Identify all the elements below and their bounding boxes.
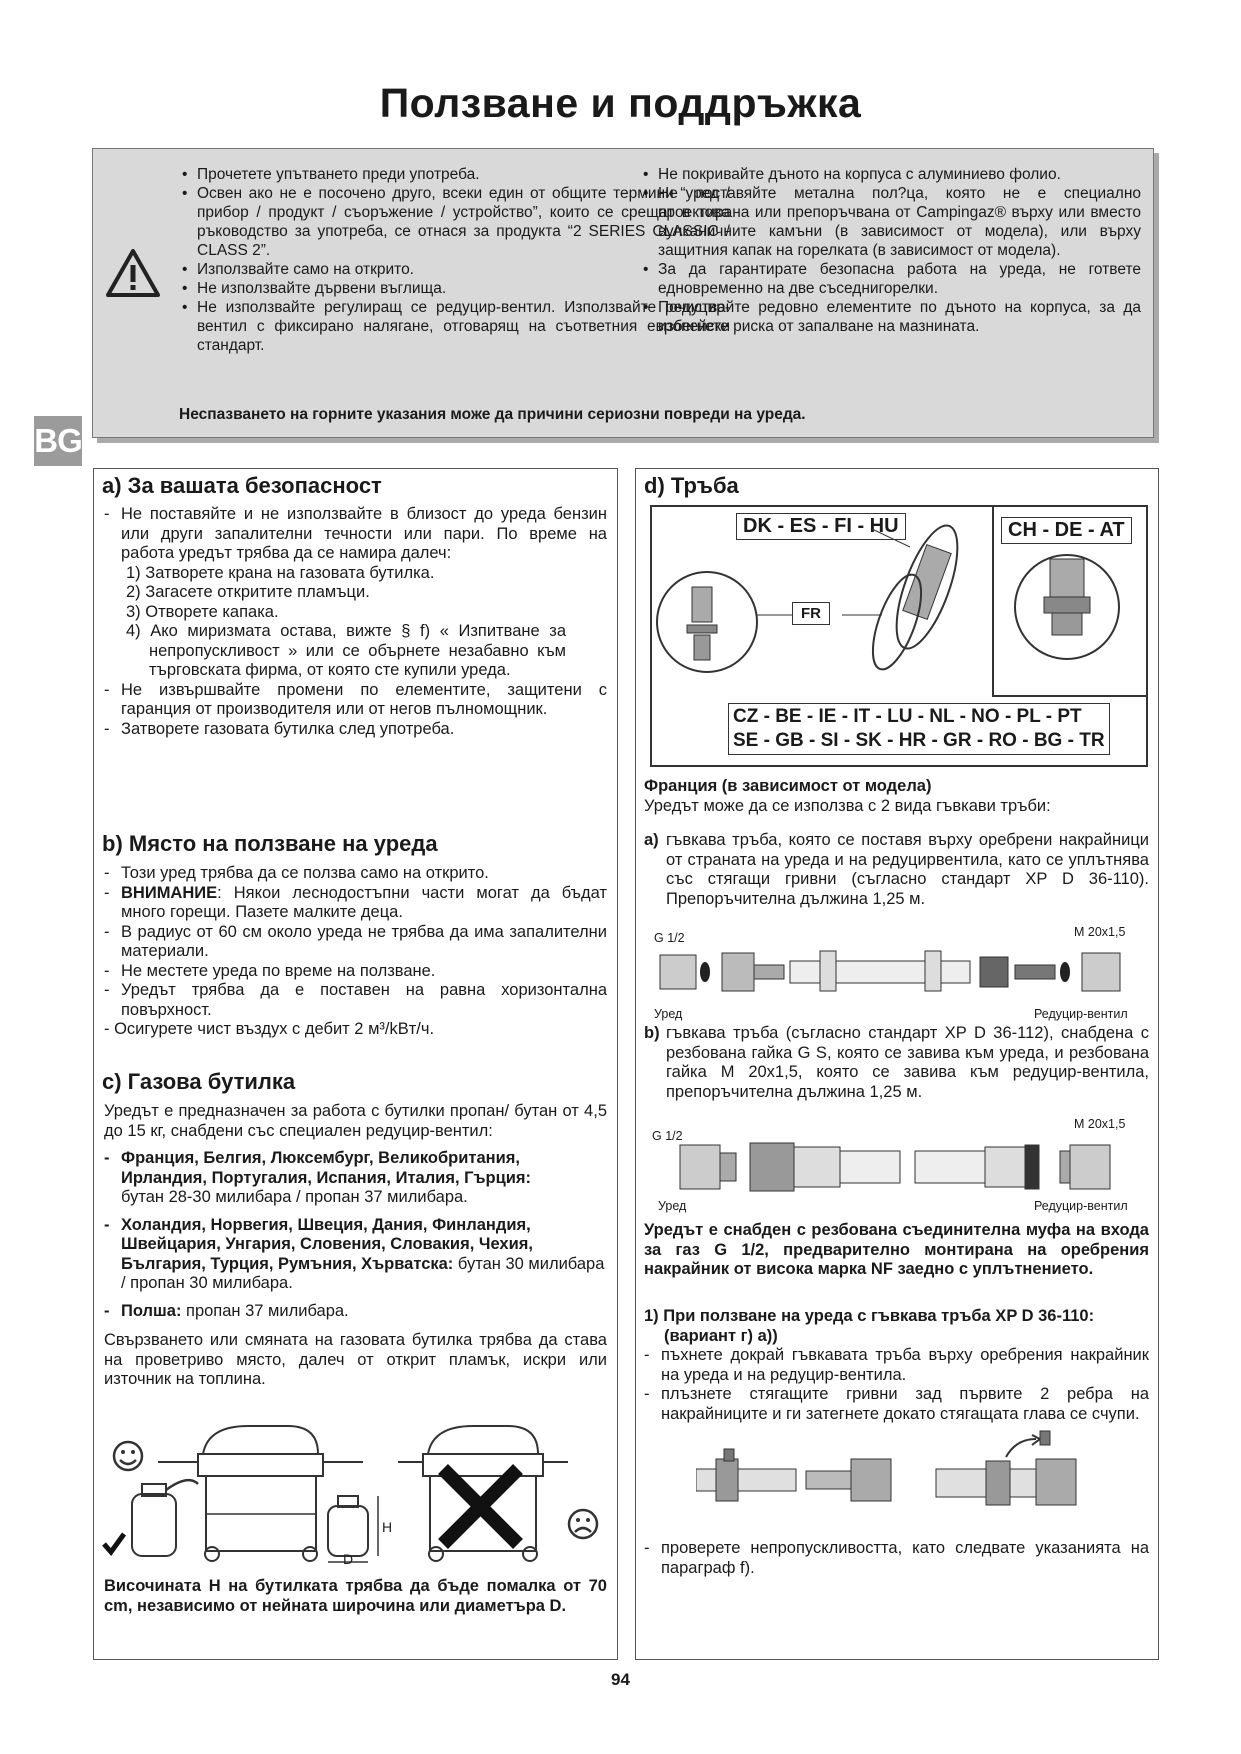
warning-item: • За да гарантирате безопасна работа на уреда, не гответе едновременно на две съседнигорелки. — [641, 260, 1141, 298]
country-codes-top-left: DK - ES - FI - HU — [736, 513, 906, 540]
step-item: 1) Затворете крана на газовата бутилка. — [126, 563, 435, 582]
right-panel — [635, 468, 1159, 1660]
section-b-heading: b) Място на ползване на уреда — [102, 831, 438, 856]
pressure-text: пропан 37 милибара. — [181, 1301, 349, 1320]
list-item — [104, 884, 607, 923]
list-item: - Не местете уреда по време на ползване. — [104, 962, 607, 982]
attention-text: : Някои леснодостъпни части могат да бъдат много горещи. Пазете малките деца. — [121, 883, 607, 921]
option-a — [644, 831, 1149, 909]
dimension-h-label: H — [382, 1519, 393, 1535]
hose-option-b-illustration — [650, 1137, 1150, 1197]
warning-item: • Почиствайте редовно елементите по дъното на корпуса, за да избегнете риска от запалване на мазнината. — [641, 298, 1141, 336]
warning-item: • Освен ако не е посочено друго, всеки един от общите термини “уред / прибор / продукт / съоръжение / устройство”, които се срещат в това ръководство за употреба, се отнася за продукта “2 SERIES CLASSIC / CLASS 2”. — [180, 184, 730, 260]
country-group — [104, 1149, 607, 1208]
section-b-body — [104, 864, 607, 1040]
left-panel — [93, 468, 618, 1660]
hose-option-a-illustration — [650, 943, 1150, 1001]
step1-title: 1) При ползване на уреда с гъвкава тръба XP D 36-110: (вариант г) а)) — [644, 1307, 1095, 1345]
grill-right — [398, 1426, 568, 1561]
pressure-text: бутан 28-30 милибара / пропан 37 милибара. — [121, 1188, 468, 1206]
dimension-d-label: D — [343, 1551, 354, 1564]
section-c-heading: c) Газова бутилка — [102, 1069, 296, 1094]
sad-face-icon — [569, 1510, 597, 1538]
country-names: Полша: — [121, 1301, 182, 1320]
label-m20-a: M 20x1,5 — [1074, 925, 1126, 939]
happy-face-icon — [114, 1442, 142, 1470]
attention-label: ВНИМАНИЕ — [121, 883, 218, 902]
grill-left — [158, 1426, 363, 1561]
pressure-text: бутан 30 милибара / пропан 30 милибара. — [121, 1254, 605, 1292]
country-names: Холандия, Норвегия, Швеция, Дания, Финландия, Швейцария, Унгария, Словения, Словакия, Чехия, България, Турция, Румъния, Хърватска: — [121, 1215, 533, 1273]
gas-cylinder-left — [132, 1480, 198, 1556]
warning-item: • Не покривайте дъното на корпуса с алуминиево фолио. — [641, 165, 1141, 184]
section-d-heading: d) Тръба — [644, 473, 739, 498]
france-text: Уредът може да се използва с 2 вида гъвкави тръби: — [644, 796, 1051, 815]
option-b-label: b) — [644, 1024, 660, 1042]
fitting-note: Уредът е снабден с резбована съединителна муфа на входа за газ G 1/2, предварително монтирана на оребрения накрайник от висока марка NF заедно с уплътнението. — [644, 1221, 1149, 1278]
country-group — [104, 1216, 607, 1294]
language-tab: BG — [34, 416, 82, 466]
label-g12-a: G 1/2 — [654, 931, 685, 945]
cross-icon — [443, 1469, 518, 1544]
warning-box — [92, 148, 1154, 438]
warning-triangle-icon — [105, 247, 161, 299]
connection-note: Свързването или смяната на газовата бутилка трябва да става на проветриво място, далеч от открит пламък, искри или източник на топлина. — [104, 1331, 607, 1388]
list-item: - Уредът трябва да е поставен на равна хоризонтална повърхност. — [104, 981, 607, 1020]
step-item: 3) Отворете капака. — [126, 602, 279, 621]
list-item: - Затворете газовата бутилка след употреба. — [104, 720, 607, 740]
country-codes-top-right: CH - DE - AT — [1001, 517, 1132, 544]
checkmark-icon — [104, 1534, 124, 1552]
warning-item: • Не поставяйте метална пол?ца, която не е специално проектирана или препоръчвана от Campingaz® върху или вместо вулканичните камъни (в зависимост от модела), или върху защитния капак на горелката (в зависимост от модела). — [641, 184, 1141, 260]
list-item: - пъхнете докрай гъвкавата тръба върху оребрения накрайник на уреда и на редуцир-вентила. — [644, 1346, 1149, 1385]
connector-illustration — [652, 507, 1146, 697]
step1-section — [644, 1307, 1149, 1424]
section-a-heading: a) За вашата безопасност — [102, 473, 382, 498]
option-a-label: a) — [644, 831, 659, 849]
list-item: - В радиус от 60 см около уреда не трябва да има запалителни материали. — [104, 923, 607, 962]
country-code-fr: FR — [792, 602, 830, 625]
france-info — [644, 777, 1149, 816]
list-item: - проверете непропускливостта, като следвате указанията на параграф f). — [644, 1539, 1149, 1578]
step-item: 4) Ако миризмата остава, вижте § f) « Изпитване за непропускливост » или се обърнете незабавно към търговската фирма, от която сте купили уреда. — [126, 622, 566, 679]
france-title: Франция (в зависимост от модела) — [644, 777, 932, 795]
option-b-text: гъвкава тръба (съгласно стандарт XP D 36-112), снабдена с резбована гайка G S, която се завива към уреда, и резбована гайка M 20x1,5, която се завива към редуцир-вентила, препоръчителна дължина 1,25 м. — [666, 1024, 1149, 1101]
section-c-intro: Уредът е предназначен за работа с бутилки пропан/ бутан от 4,5 до 15 кг, снабдени със специален редуцир-вентил: — [104, 1102, 607, 1140]
label-reducer-a: Редуцир-вентил — [1034, 1007, 1128, 1021]
warning-item: • Използвайте само на открито. — [180, 260, 730, 279]
section-c-body — [104, 1102, 607, 1390]
height-note: Височината H на бутилката трябва да бъде помалка от 70 cm, независимо от нейната широчина или диаметъра D. — [104, 1577, 607, 1615]
country-codes-line-2: SE - GB - SI - SK - HR - GR - RO - BG - TR — [733, 730, 1105, 751]
step-item: 2) Загасете откритите пламъци. — [126, 583, 370, 601]
list-item: - плъзнете стягащите гривни зад първите 2 ребра на накрайниците и ги затегнете докато стягащата глава се счупи. — [644, 1385, 1149, 1424]
clamp-illustration — [696, 1429, 1116, 1519]
warning-item: • Прочетете упътването преди употреба. — [180, 165, 730, 184]
label-g12-b: G 1/2 — [652, 1129, 683, 1143]
grill-cylinder-illustration — [98, 1414, 613, 1564]
country-codes-bottom — [728, 703, 1110, 755]
warning-footer: Неспазването на горните указания може да причини сериозни повреди на уреда. — [179, 406, 806, 423]
warning-item: • Не използвайте дървени въглища. — [180, 279, 730, 298]
warning-right-list — [641, 165, 1141, 336]
option-b — [644, 1024, 1149, 1102]
label-ured-a: Уред — [654, 1007, 683, 1021]
label-m20-b: M 20x1,5 — [1074, 1117, 1126, 1131]
step1-final — [644, 1539, 1149, 1578]
list-item: - Този уред трябва да се ползва само на открито. — [104, 864, 607, 884]
label-ured-b: Уред — [658, 1199, 687, 1213]
list-item: - Не извършвайте промени по елементите, защитени с гаранция от производителя или от негов пълномощник. — [104, 681, 607, 720]
list-item: - Не поставяйте и не използвайте в близост до уреда бензин или други запалителни течности или пари. По време на работа уредът трябва да се намира далеч: — [104, 505, 607, 564]
page-number: 94 — [611, 1670, 630, 1689]
country-group — [104, 1302, 607, 1322]
warning-item: • Не използвайте регулиращ се редуцир-вентил. Използвайте редуцир-вентил с фиксирано налягане, отговарящ на съответния европейски стандарт. — [180, 298, 730, 355]
label-reducer-b: Редуцир-вентил — [1034, 1199, 1128, 1213]
country-names: Франция, Белгия, Люксембург, Великобритания, Ирландия, Португалия, Испания, Италия, Гърция: — [121, 1149, 531, 1187]
option-a-text: гъвкава тръба, която се поставя върху оребрени накрайници от страната на уреда и на редуцирвентила, като се уплътнява със стягащи гривни (съгласно стандарт XP D 36-110). Препоръчителна дължина 1,25 м. — [666, 831, 1149, 908]
page-title: Ползване и поддръжка — [379, 80, 862, 126]
connector-diagram — [650, 505, 1148, 767]
country-codes-line-1: CZ - BE - IE - IT - LU - NL - NO - PL - PT — [733, 706, 1082, 727]
list-item: - Осигурете чист въздух с дебит 2 м³/kBт/ч. — [104, 1020, 435, 1038]
section-a-body — [104, 505, 607, 739]
